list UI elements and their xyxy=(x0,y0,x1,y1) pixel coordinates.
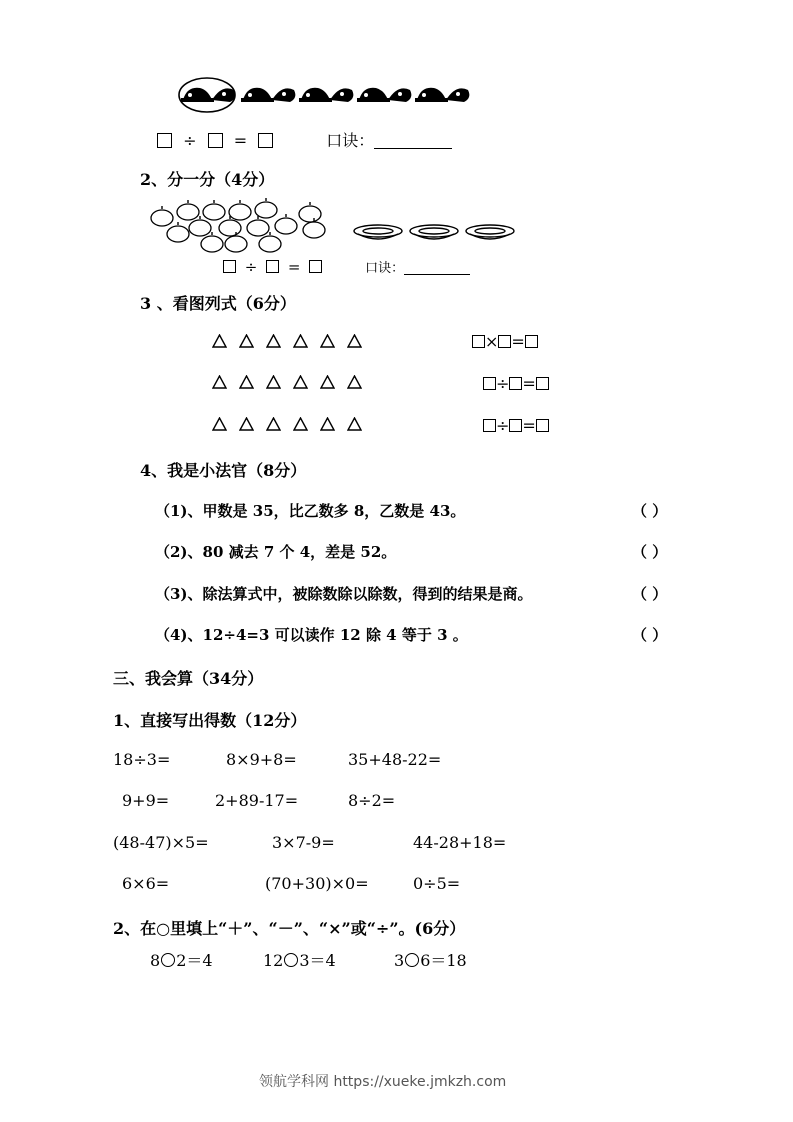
q2-equation xyxy=(223,257,470,276)
answer-box[interactable] xyxy=(509,377,522,390)
answer-box[interactable] xyxy=(157,133,172,148)
judge-answer-paren[interactable]: （ ） xyxy=(632,543,668,561)
fill-operator-problem xyxy=(394,948,467,971)
calc-problem: (48-47)×5= xyxy=(113,833,209,852)
equals-sign: = xyxy=(233,131,248,150)
triangle-icon xyxy=(239,334,254,348)
judge-answer-paren[interactable]: （ ） xyxy=(632,585,668,603)
q3-equation-2 xyxy=(483,374,549,393)
section-3-title: 三、我会算（34分） xyxy=(113,669,264,688)
triangle-icon xyxy=(266,417,281,431)
calc-problem: 35+48-22= xyxy=(348,750,442,769)
triangle-icon xyxy=(320,375,335,389)
calc-problem: 18÷3= xyxy=(113,750,171,769)
calc-problem: 8÷2= xyxy=(348,791,396,810)
koujue-label: 口诀： xyxy=(326,131,375,150)
triangle-icon xyxy=(212,334,227,348)
triangle-row-2 xyxy=(212,375,362,389)
q3-equation-1 xyxy=(472,332,538,351)
operand: 3 xyxy=(394,951,405,970)
calc-problem: 3×7-9= xyxy=(272,833,335,852)
operator-circle[interactable] xyxy=(161,953,175,967)
koujue-blank[interactable] xyxy=(404,262,470,275)
answer-box[interactable] xyxy=(309,260,322,273)
koujue-label: 口诀： xyxy=(365,261,405,276)
group-illustration xyxy=(178,76,478,118)
operand: 2＝4 xyxy=(176,951,213,970)
equals-sign: = xyxy=(522,416,536,435)
judge-item-1: （1)、甲数是 35，比乙数多 8，乙数是 43。 xyxy=(155,502,466,520)
plates-illustration xyxy=(352,222,518,244)
fill-operator-problem xyxy=(263,948,336,971)
operand: 8 xyxy=(150,951,161,970)
operand: 12 xyxy=(263,951,284,970)
equals-sign: = xyxy=(522,374,536,393)
triangle-icon xyxy=(212,417,227,431)
answer-box[interactable] xyxy=(525,335,538,348)
operator-circle[interactable] xyxy=(405,953,419,967)
answer-box[interactable] xyxy=(498,335,511,348)
q2-title: 2、分一分（4分） xyxy=(140,170,275,189)
triangle-icon xyxy=(347,417,362,431)
koujue-blank[interactable] xyxy=(374,134,452,149)
triangle-icon xyxy=(320,334,335,348)
triangle-icon xyxy=(266,375,281,389)
answer-box[interactable] xyxy=(536,377,549,390)
operator: ÷ xyxy=(496,374,510,393)
q4-title: 4、我是小法官（8分） xyxy=(140,461,307,480)
footer-watermark: 领航学科网 https://xueke.jmkzh.com xyxy=(259,1074,507,1090)
judge-answer-paren[interactable]: （ ） xyxy=(632,502,668,520)
answer-box[interactable] xyxy=(472,335,485,348)
calc-problem: (70+30)×0= xyxy=(265,874,369,893)
calc1-title: 1、直接写出得数（12分） xyxy=(113,711,307,730)
calc-problem: 44-28+18= xyxy=(413,833,507,852)
triangle-row-3 xyxy=(212,417,362,431)
fruit-pile-illustration xyxy=(148,198,328,254)
triangle-icon xyxy=(239,417,254,431)
operator-circle[interactable] xyxy=(284,953,298,967)
triangle-row-1 xyxy=(212,334,362,348)
q3-title: 3 、看图列式（6分） xyxy=(140,294,296,313)
operand: 3＝4 xyxy=(299,951,336,970)
divide-sign: ÷ xyxy=(244,258,258,276)
judge-item-3: （3)、除法算式中，被除数除以除数，得到的结果是商。 xyxy=(155,585,533,603)
answer-box[interactable] xyxy=(208,133,223,148)
judge-item-4: （4)、12÷4=3 可以读作 12 除 4 等于 3 。 xyxy=(155,626,468,644)
triangle-icon xyxy=(212,375,227,389)
equals-sign: = xyxy=(511,332,525,351)
triangle-icon xyxy=(293,417,308,431)
calc-problem: 9+9= xyxy=(122,791,170,810)
answer-box[interactable] xyxy=(483,419,496,432)
answer-box[interactable] xyxy=(483,377,496,390)
calc-problem: 8×9+8= xyxy=(226,750,297,769)
answer-box[interactable] xyxy=(258,133,273,148)
calc2-title: 2、在○里填上“＋”、“－”、“×”或“÷”。(6分） xyxy=(113,919,466,938)
triangle-icon xyxy=(239,375,254,389)
operand: 6＝18 xyxy=(420,951,467,970)
divide-sign: ÷ xyxy=(183,131,197,150)
triangle-icon xyxy=(347,375,362,389)
q3-equation-3 xyxy=(483,416,549,435)
triangle-icon xyxy=(293,334,308,348)
calc-problem: 2+89-17= xyxy=(215,791,299,810)
triangle-icon xyxy=(320,417,335,431)
equals-sign: = xyxy=(287,258,301,276)
answer-box[interactable] xyxy=(223,260,236,273)
triangle-icon xyxy=(266,334,281,348)
picture1-equation xyxy=(157,128,452,151)
calc-problem: 6×6= xyxy=(122,874,170,893)
operator: × xyxy=(485,332,499,351)
triangle-icon xyxy=(347,334,362,348)
answer-box[interactable] xyxy=(509,419,522,432)
fill-operator-problem xyxy=(150,948,213,971)
calc-problem: 0÷5= xyxy=(413,874,461,893)
answer-box[interactable] xyxy=(536,419,549,432)
answer-box[interactable] xyxy=(266,260,279,273)
judge-answer-paren[interactable]: （ ） xyxy=(632,626,668,644)
operator: ÷ xyxy=(496,416,510,435)
judge-item-2: （2)、80 减去 7 个 4，差是 52。 xyxy=(155,543,397,561)
triangle-icon xyxy=(293,375,308,389)
